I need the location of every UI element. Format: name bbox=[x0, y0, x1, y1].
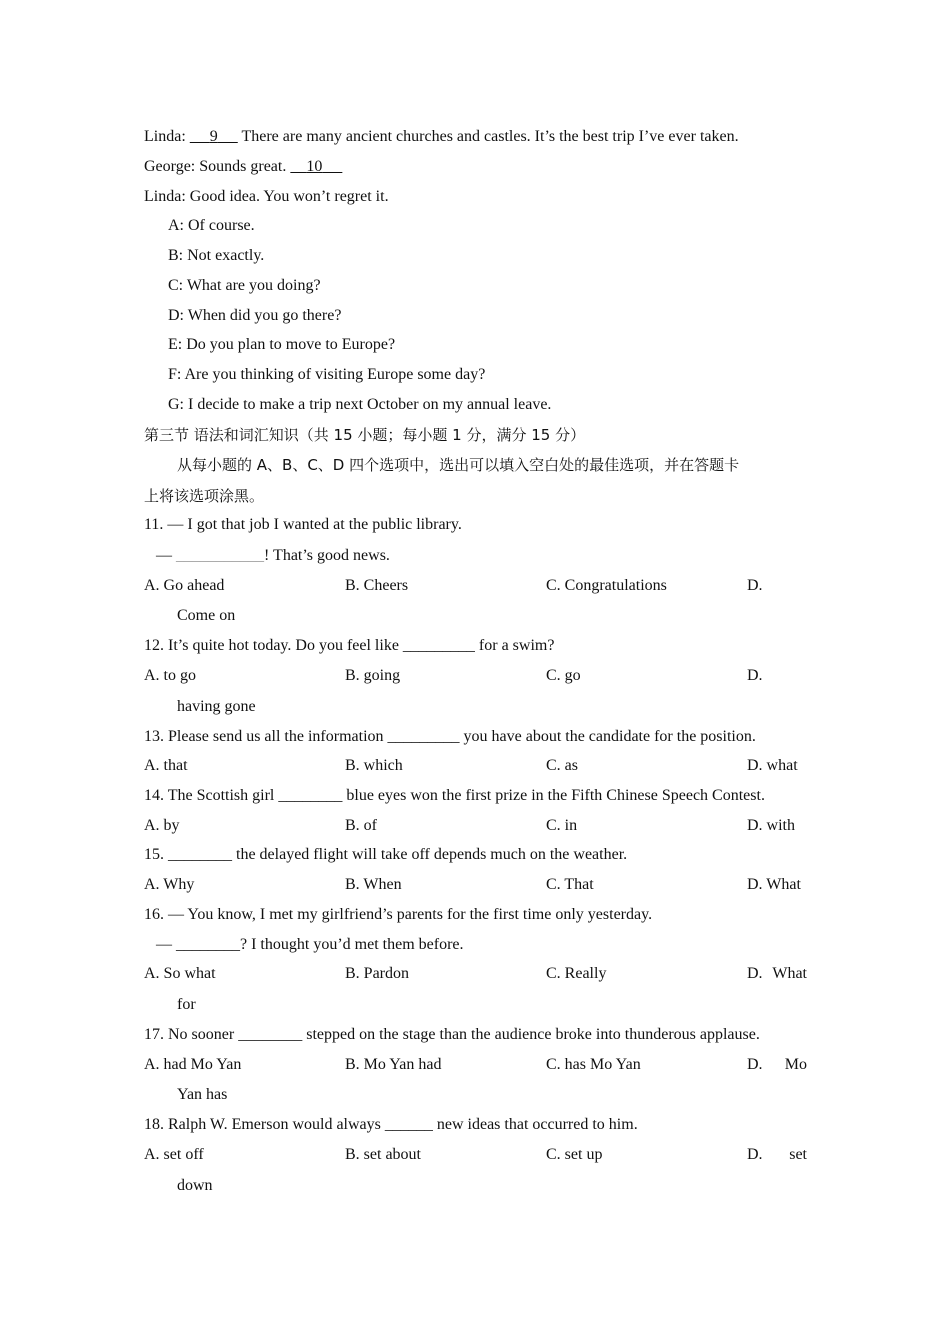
q18-option-a: A. set off bbox=[144, 1146, 204, 1163]
dialogue-option-e: E: Do you plan to move to Europe? bbox=[168, 336, 396, 353]
question-11-stem: 11. — I got that job I wanted at the public library. bbox=[144, 516, 462, 533]
dialogue-linda-line-1 bbox=[144, 127, 739, 147]
q16-option-b: B. Pardon bbox=[345, 965, 409, 982]
speaker-text: George: Sounds great. bbox=[144, 158, 291, 175]
q16-option-c: C. Really bbox=[546, 965, 607, 982]
question-11-reply: — ___________! That’s good news. bbox=[156, 547, 390, 564]
q12-option-d-text: having gone bbox=[177, 698, 256, 715]
q12-option-c: C. go bbox=[546, 667, 581, 684]
q13-option-b: B. which bbox=[345, 757, 403, 774]
q11-option-d-letter: D. bbox=[747, 577, 763, 594]
question-15-stem: 15. ________ the delayed flight will take off depends much on the weather. bbox=[144, 846, 628, 863]
q14-option-a: A. by bbox=[144, 817, 180, 834]
question-16-reply: — ________? I thought you’d met them before. bbox=[156, 936, 464, 953]
q13-option-a: A. that bbox=[144, 757, 188, 774]
q16-option-d: D. What bbox=[747, 965, 807, 982]
question-13-stem: 13. Please send us all the information _________ you have about the candidate for the position. bbox=[144, 728, 756, 745]
q17-option-d: D. Mo bbox=[747, 1056, 807, 1073]
q11-option-c: C. Congratulations bbox=[546, 577, 667, 594]
q17-option-a: A. had Mo Yan bbox=[144, 1056, 242, 1073]
q14-option-d: D. with bbox=[747, 817, 795, 834]
dialogue-option-g: G: I decide to make a trip next October on my annual leave. bbox=[168, 396, 552, 413]
dialogue-text: There are many ancient churches and castles. It’s the best trip I’ve ever taken. bbox=[237, 128, 739, 145]
dialogue-linda-line-2: Linda: Good idea. You won’t regret it. bbox=[144, 188, 389, 205]
q17-option-c: C. has Mo Yan bbox=[546, 1056, 641, 1073]
question-16-stem: 16. — You know, I met my girlfriend’s parents for the first time only yesterday. bbox=[144, 906, 653, 923]
dialogue-option-a: A: Of course. bbox=[168, 217, 255, 234]
blank-10: 10 bbox=[306, 158, 323, 175]
q18-option-d-text: down bbox=[177, 1177, 213, 1194]
section-instruction-1: 从每小题的 A、B、C、D 四个选项中，选出可以填入空白处的最佳选项，并在答题卡 bbox=[177, 456, 740, 474]
q13-option-c: C. as bbox=[546, 757, 578, 774]
q16-option-a: A. So what bbox=[144, 965, 216, 982]
question-18-stem: 18. Ralph W. Emerson would always ______ new ideas that occurred to him. bbox=[144, 1116, 638, 1133]
question-17-stem: 17. No sooner ________ stepped on the stage than the audience broke into thunderous applause. bbox=[144, 1026, 760, 1043]
answer-blank: ___________ bbox=[176, 547, 264, 564]
q17-option-b: B. Mo Yan had bbox=[345, 1056, 442, 1073]
section-instruction-2: 上将该选项涂黑。 bbox=[144, 487, 265, 505]
q14-option-b: B. of bbox=[345, 817, 377, 834]
q11-option-a: A. Go ahead bbox=[144, 577, 225, 594]
q16-option-d-text: for bbox=[177, 996, 196, 1013]
dialogue-option-b: B: Not exactly. bbox=[168, 247, 265, 264]
q14-option-c: C. in bbox=[546, 817, 578, 834]
q11-option-d-text: Come on bbox=[177, 607, 236, 624]
q15-option-d: D. What bbox=[747, 876, 801, 893]
blank-9: 9 bbox=[209, 128, 218, 145]
q17-option-d-text: Yan has bbox=[177, 1086, 228, 1103]
q11-option-b: B. Cheers bbox=[345, 577, 409, 594]
q18-option-d: D. set bbox=[747, 1146, 807, 1163]
q12-option-a: A. to go bbox=[144, 667, 196, 684]
question-12-stem: 12. It’s quite hot today. Do you feel like _________ for a swim? bbox=[144, 637, 555, 654]
q15-option-a: A. Why bbox=[144, 876, 195, 893]
section-heading: 第三节 语法和词汇知识（共 15 小题；每小题 1 分，满分 15 分） bbox=[144, 426, 586, 444]
q15-option-b: B. When bbox=[345, 876, 402, 893]
dialogue-option-c: C: What are you doing? bbox=[168, 277, 321, 294]
q15-option-c: C. That bbox=[546, 876, 594, 893]
q12-option-b: B. going bbox=[345, 667, 401, 684]
speaker-text: Linda: bbox=[144, 128, 190, 145]
dialogue-option-d: D: When did you go there? bbox=[168, 307, 342, 324]
dialogue-option-f: F: Are you thinking of visiting Europe some day? bbox=[168, 366, 486, 383]
q12-option-d-letter: D. bbox=[747, 667, 763, 684]
q13-option-d: D. what bbox=[747, 757, 798, 774]
q18-option-b: B. set about bbox=[345, 1146, 421, 1163]
question-14-stem: 14. The Scottish girl ________ blue eyes won the first prize in the Fifth Chinese Speech Contest. bbox=[144, 787, 765, 804]
dialogue-george-line bbox=[144, 157, 342, 177]
q18-option-c: C. set up bbox=[546, 1146, 603, 1163]
